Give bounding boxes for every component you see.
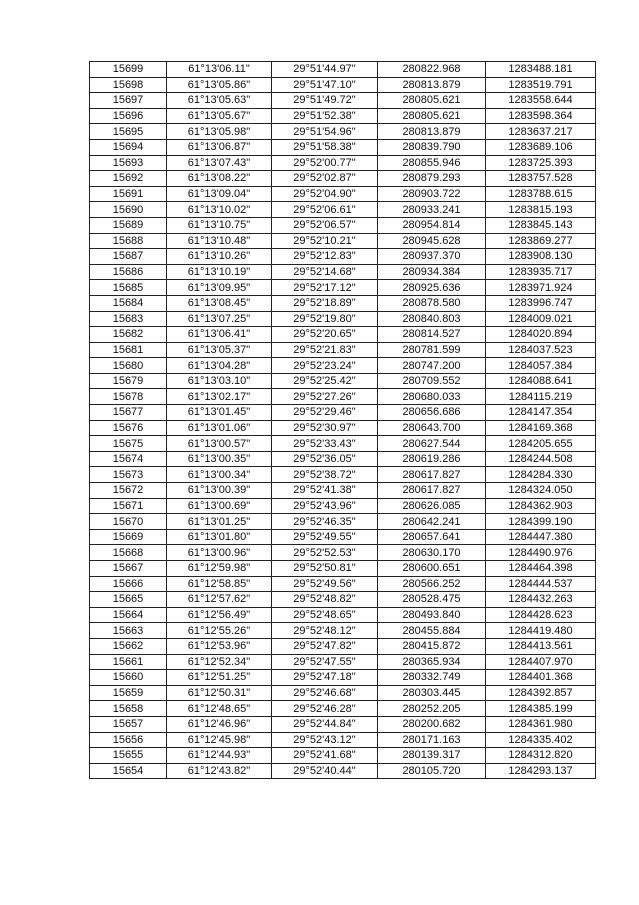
latitude-cell: 29°52'40.44"	[272, 763, 378, 779]
point-id-cell: 15668	[90, 545, 167, 561]
longitude-cell: 61°13'05.98"	[167, 124, 272, 140]
longitude-cell: 61°13'07.25"	[167, 311, 272, 327]
point-id-cell: 15664	[90, 607, 167, 623]
point-id-cell: 15684	[90, 295, 167, 311]
point-id-cell: 15686	[90, 264, 167, 280]
longitude-cell: 61°13'09.04"	[167, 186, 272, 202]
latitude-cell: 29°52'48.82"	[272, 592, 378, 608]
point-id-cell: 15663	[90, 623, 167, 639]
point-id-cell: 15670	[90, 514, 167, 530]
table-row	[90, 654, 596, 670]
longitude-cell: 61°13'10.19"	[167, 264, 272, 280]
northing-cell: 1284088.641	[486, 373, 596, 389]
easting-cell: 280643.700	[378, 420, 486, 436]
point-id-cell: 15696	[90, 108, 167, 124]
latitude-cell: 29°52'23.24"	[272, 358, 378, 374]
latitude-cell: 29°52'44.84"	[272, 716, 378, 732]
longitude-cell: 61°13'06.11"	[167, 62, 272, 78]
point-id-cell: 15662	[90, 638, 167, 654]
easting-cell: 280566.252	[378, 576, 486, 592]
longitude-cell: 61°13'01.06"	[167, 420, 272, 436]
latitude-cell: 29°52'20.65"	[272, 327, 378, 343]
point-id-cell: 15673	[90, 467, 167, 483]
coordinate-sheet	[89, 61, 595, 779]
longitude-cell: 61°13'10.02"	[167, 202, 272, 218]
latitude-cell: 29°52'00.77"	[272, 155, 378, 171]
table-row	[90, 607, 596, 623]
latitude-cell: 29°52'12.83"	[272, 249, 378, 265]
longitude-cell: 61°13'00.57"	[167, 436, 272, 452]
longitude-cell: 61°12'58.85"	[167, 576, 272, 592]
northing-cell: 1284407.970	[486, 654, 596, 670]
easting-cell: 280840.803	[378, 311, 486, 327]
table-row	[90, 358, 596, 374]
easting-cell: 280617.827	[378, 483, 486, 499]
northing-cell: 1283488.181	[486, 62, 596, 78]
northing-cell: 1284037.523	[486, 342, 596, 358]
easting-cell: 280303.445	[378, 685, 486, 701]
easting-cell: 280937.370	[378, 249, 486, 265]
point-id-cell: 15666	[90, 576, 167, 592]
longitude-cell: 61°12'44.93"	[167, 748, 272, 764]
table-row	[90, 389, 596, 405]
northing-cell: 1284361.980	[486, 716, 596, 732]
longitude-cell: 61°13'08.45"	[167, 295, 272, 311]
longitude-cell: 61°13'00.39"	[167, 483, 272, 499]
longitude-cell: 61°13'10.75"	[167, 217, 272, 233]
northing-cell: 1283971.924	[486, 280, 596, 296]
point-id-cell: 15665	[90, 592, 167, 608]
northing-cell: 1284401.368	[486, 670, 596, 686]
easting-cell: 280822.968	[378, 62, 486, 78]
point-id-cell: 15656	[90, 732, 167, 748]
point-id-cell: 15669	[90, 529, 167, 545]
northing-cell: 1284312.820	[486, 748, 596, 764]
easting-cell: 280805.621	[378, 108, 486, 124]
latitude-cell: 29°52'33.43"	[272, 436, 378, 452]
longitude-cell: 61°13'00.35"	[167, 451, 272, 467]
longitude-cell: 61°12'52.34"	[167, 654, 272, 670]
easting-cell: 280878.580	[378, 295, 486, 311]
latitude-cell: 29°51'49.72"	[272, 93, 378, 109]
latitude-cell: 29°52'43.12"	[272, 732, 378, 748]
longitude-cell: 61°13'00.69"	[167, 498, 272, 514]
latitude-cell: 29°52'46.28"	[272, 701, 378, 717]
longitude-cell: 61°13'00.34"	[167, 467, 272, 483]
easting-cell: 280105.720	[378, 763, 486, 779]
latitude-cell: 29°52'38.72"	[272, 467, 378, 483]
table-row	[90, 280, 596, 296]
easting-cell: 280855.946	[378, 155, 486, 171]
point-id-cell: 15660	[90, 670, 167, 686]
longitude-cell: 61°12'48.65"	[167, 701, 272, 717]
northing-cell: 1284205.655	[486, 436, 596, 452]
table-row	[90, 124, 596, 140]
easting-cell: 280814.527	[378, 327, 486, 343]
latitude-cell: 29°52'48.12"	[272, 623, 378, 639]
point-id-cell: 15655	[90, 748, 167, 764]
latitude-cell: 29°52'18.89"	[272, 295, 378, 311]
northing-cell: 1284419.480	[486, 623, 596, 639]
northing-cell: 1284169.368	[486, 420, 596, 436]
table-row	[90, 108, 596, 124]
point-id-cell: 15661	[90, 654, 167, 670]
table-row	[90, 171, 596, 187]
latitude-cell: 29°52'10.21"	[272, 233, 378, 249]
northing-cell: 1284413.561	[486, 638, 596, 654]
northing-cell: 1284399.190	[486, 514, 596, 530]
easting-cell: 280627.544	[378, 436, 486, 452]
northing-cell: 1283815.193	[486, 202, 596, 218]
northing-cell: 1284335.402	[486, 732, 596, 748]
northing-cell: 1284147.354	[486, 405, 596, 421]
latitude-cell: 29°52'50.81"	[272, 561, 378, 577]
longitude-cell: 61°12'43.82"	[167, 763, 272, 779]
table-row	[90, 685, 596, 701]
northing-cell: 1284057.384	[486, 358, 596, 374]
table-row	[90, 576, 596, 592]
easting-cell: 280493.840	[378, 607, 486, 623]
table-row	[90, 217, 596, 233]
easting-cell: 280415.872	[378, 638, 486, 654]
longitude-cell: 61°13'05.86"	[167, 77, 272, 93]
latitude-cell: 29°52'46.68"	[272, 685, 378, 701]
point-id-cell: 15683	[90, 311, 167, 327]
northing-cell: 1283598.364	[486, 108, 596, 124]
table-row	[90, 748, 596, 764]
latitude-cell: 29°52'47.18"	[272, 670, 378, 686]
point-id-cell: 15672	[90, 483, 167, 499]
easting-cell: 280925.636	[378, 280, 486, 296]
northing-cell: 1284432.263	[486, 592, 596, 608]
table-row	[90, 62, 596, 78]
table-row	[90, 498, 596, 514]
longitude-cell: 61°12'53.96"	[167, 638, 272, 654]
easting-cell: 280617.827	[378, 467, 486, 483]
table-row	[90, 420, 596, 436]
longitude-cell: 61°13'01.25"	[167, 514, 272, 530]
easting-cell: 280813.879	[378, 77, 486, 93]
latitude-cell: 29°52'36.05"	[272, 451, 378, 467]
table-row	[90, 732, 596, 748]
latitude-cell: 29°51'58.38"	[272, 139, 378, 155]
point-id-cell: 15679	[90, 373, 167, 389]
table-row	[90, 638, 596, 654]
longitude-cell: 61°13'01.45"	[167, 405, 272, 421]
easting-cell: 280365.934	[378, 654, 486, 670]
northing-cell: 1284362.903	[486, 498, 596, 514]
longitude-cell: 61°13'03.10"	[167, 373, 272, 389]
point-id-cell: 15685	[90, 280, 167, 296]
northing-cell: 1283908.130	[486, 249, 596, 265]
table-row	[90, 327, 596, 343]
point-id-cell: 15692	[90, 171, 167, 187]
latitude-cell: 29°51'44.97"	[272, 62, 378, 78]
table-row	[90, 763, 596, 779]
northing-cell: 1283757.528	[486, 171, 596, 187]
longitude-cell: 61°12'51.25"	[167, 670, 272, 686]
point-id-cell: 15693	[90, 155, 167, 171]
northing-cell: 1284324.050	[486, 483, 596, 499]
table-row	[90, 186, 596, 202]
latitude-cell: 29°52'02.87"	[272, 171, 378, 187]
longitude-cell: 61°12'57.62"	[167, 592, 272, 608]
point-id-cell: 15677	[90, 405, 167, 421]
northing-cell: 1283935.717	[486, 264, 596, 280]
longitude-cell: 61°13'05.63"	[167, 93, 272, 109]
easting-cell: 280680.033	[378, 389, 486, 405]
longitude-cell: 61°13'01.80"	[167, 529, 272, 545]
easting-cell: 280805.621	[378, 93, 486, 109]
coordinate-table-body	[90, 62, 596, 779]
northing-cell: 1283689.106	[486, 139, 596, 155]
latitude-cell: 29°52'47.82"	[272, 638, 378, 654]
table-row	[90, 592, 596, 608]
northing-cell: 1283869.277	[486, 233, 596, 249]
point-id-cell: 15682	[90, 327, 167, 343]
latitude-cell: 29°52'27.26"	[272, 389, 378, 405]
point-id-cell: 15688	[90, 233, 167, 249]
easting-cell: 280945.628	[378, 233, 486, 249]
easting-cell: 280332.749	[378, 670, 486, 686]
easting-cell: 280656.686	[378, 405, 486, 421]
northing-cell: 1283637.217	[486, 124, 596, 140]
northing-cell: 1284447.380	[486, 529, 596, 545]
easting-cell: 280626.085	[378, 498, 486, 514]
northing-cell: 1284490.976	[486, 545, 596, 561]
northing-cell: 1284284.330	[486, 467, 596, 483]
longitude-cell: 61°13'02.17"	[167, 389, 272, 405]
latitude-cell: 29°52'29.46"	[272, 405, 378, 421]
table-row	[90, 436, 596, 452]
longitude-cell: 61°12'56.49"	[167, 607, 272, 623]
table-row	[90, 233, 596, 249]
latitude-cell: 29°52'06.61"	[272, 202, 378, 218]
point-id-cell: 15697	[90, 93, 167, 109]
northing-cell: 1284009.021	[486, 311, 596, 327]
longitude-cell: 61°13'00.96"	[167, 545, 272, 561]
easting-cell: 280879.293	[378, 171, 486, 187]
longitude-cell: 61°13'05.37"	[167, 342, 272, 358]
easting-cell: 280139.317	[378, 748, 486, 764]
northing-cell: 1283788.615	[486, 186, 596, 202]
northing-cell: 1284444.537	[486, 576, 596, 592]
table-row	[90, 561, 596, 577]
easting-cell: 280813.879	[378, 124, 486, 140]
easting-cell: 280455.884	[378, 623, 486, 639]
table-row	[90, 514, 596, 530]
easting-cell: 280709.552	[378, 373, 486, 389]
easting-cell: 280781.599	[378, 342, 486, 358]
table-row	[90, 249, 596, 265]
point-id-cell: 15675	[90, 436, 167, 452]
latitude-cell: 29°52'48.65"	[272, 607, 378, 623]
longitude-cell: 61°13'06.41"	[167, 327, 272, 343]
easting-cell: 280600.651	[378, 561, 486, 577]
point-id-cell: 15674	[90, 451, 167, 467]
table-row	[90, 202, 596, 218]
point-id-cell: 15671	[90, 498, 167, 514]
point-id-cell: 15687	[90, 249, 167, 265]
easting-cell: 280642.241	[378, 514, 486, 530]
table-row	[90, 545, 596, 561]
latitude-cell: 29°52'21.83"	[272, 342, 378, 358]
longitude-cell: 61°13'10.26"	[167, 249, 272, 265]
point-id-cell: 15659	[90, 685, 167, 701]
northing-cell: 1284293.137	[486, 763, 596, 779]
longitude-cell: 61°12'55.26"	[167, 623, 272, 639]
point-id-cell: 15691	[90, 186, 167, 202]
point-id-cell: 15680	[90, 358, 167, 374]
latitude-cell: 29°52'30.97"	[272, 420, 378, 436]
table-row	[90, 529, 596, 545]
northing-cell: 1283519.791	[486, 77, 596, 93]
easting-cell: 280252.205	[378, 701, 486, 717]
table-row	[90, 77, 596, 93]
northing-cell: 1283725.393	[486, 155, 596, 171]
latitude-cell: 29°52'49.56"	[272, 576, 378, 592]
easting-cell: 280954.814	[378, 217, 486, 233]
northing-cell: 1284244.508	[486, 451, 596, 467]
longitude-cell: 61°12'46.96"	[167, 716, 272, 732]
point-id-cell: 15654	[90, 763, 167, 779]
table-row	[90, 93, 596, 109]
table-row	[90, 670, 596, 686]
point-id-cell: 15699	[90, 62, 167, 78]
table-row	[90, 139, 596, 155]
easting-cell: 280630.170	[378, 545, 486, 561]
latitude-cell: 29°51'47.10"	[272, 77, 378, 93]
table-row	[90, 451, 596, 467]
longitude-cell: 61°12'50.31"	[167, 685, 272, 701]
table-row	[90, 155, 596, 171]
point-id-cell: 15689	[90, 217, 167, 233]
northing-cell: 1284392.857	[486, 685, 596, 701]
point-id-cell: 15676	[90, 420, 167, 436]
longitude-cell: 61°12'45.98"	[167, 732, 272, 748]
latitude-cell: 29°52'17.12"	[272, 280, 378, 296]
latitude-cell: 29°52'43.96"	[272, 498, 378, 514]
northing-cell: 1283558.644	[486, 93, 596, 109]
table-row	[90, 701, 596, 717]
latitude-cell: 29°52'14.68"	[272, 264, 378, 280]
table-row	[90, 623, 596, 639]
latitude-cell: 29°52'46.35"	[272, 514, 378, 530]
northing-cell: 1283996.747	[486, 295, 596, 311]
latitude-cell: 29°52'19.80"	[272, 311, 378, 327]
easting-cell: 280839.790	[378, 139, 486, 155]
easting-cell: 280934.384	[378, 264, 486, 280]
table-row	[90, 264, 596, 280]
point-id-cell: 15657	[90, 716, 167, 732]
northing-cell: 1284115.219	[486, 389, 596, 405]
point-id-cell: 15698	[90, 77, 167, 93]
point-id-cell: 15681	[90, 342, 167, 358]
point-id-cell: 15658	[90, 701, 167, 717]
easting-cell: 280171.163	[378, 732, 486, 748]
easting-cell: 280657.641	[378, 529, 486, 545]
latitude-cell: 29°52'41.68"	[272, 748, 378, 764]
easting-cell: 280200.682	[378, 716, 486, 732]
northing-cell: 1283845.143	[486, 217, 596, 233]
latitude-cell: 29°51'54.96"	[272, 124, 378, 140]
point-id-cell: 15690	[90, 202, 167, 218]
longitude-cell: 61°12'59.98"	[167, 561, 272, 577]
table-row	[90, 295, 596, 311]
latitude-cell: 29°52'25.42"	[272, 373, 378, 389]
northing-cell: 1284464.398	[486, 561, 596, 577]
table-row	[90, 467, 596, 483]
latitude-cell: 29°52'41.38"	[272, 483, 378, 499]
point-id-cell: 15667	[90, 561, 167, 577]
table-row	[90, 716, 596, 732]
longitude-cell: 61°13'06.87"	[167, 139, 272, 155]
easting-cell: 280903.722	[378, 186, 486, 202]
table-row	[90, 405, 596, 421]
longitude-cell: 61°13'09.95"	[167, 280, 272, 296]
easting-cell: 280619.286	[378, 451, 486, 467]
table-row	[90, 311, 596, 327]
northing-cell: 1284385.199	[486, 701, 596, 717]
table-row	[90, 483, 596, 499]
longitude-cell: 61°13'04.28"	[167, 358, 272, 374]
table-row	[90, 342, 596, 358]
latitude-cell: 29°52'49.55"	[272, 529, 378, 545]
latitude-cell: 29°51'52.38"	[272, 108, 378, 124]
longitude-cell: 61°13'08.22"	[167, 171, 272, 187]
point-id-cell: 15695	[90, 124, 167, 140]
easting-cell: 280933.241	[378, 202, 486, 218]
easting-cell: 280528.475	[378, 592, 486, 608]
latitude-cell: 29°52'52.53"	[272, 545, 378, 561]
longitude-cell: 61°13'05.67"	[167, 108, 272, 124]
easting-cell: 280747.200	[378, 358, 486, 374]
coordinate-table	[89, 61, 596, 779]
northing-cell: 1284428.623	[486, 607, 596, 623]
latitude-cell: 29°52'06.57"	[272, 217, 378, 233]
latitude-cell: 29°52'04.90"	[272, 186, 378, 202]
point-id-cell: 15678	[90, 389, 167, 405]
longitude-cell: 61°13'07.43"	[167, 155, 272, 171]
northing-cell: 1284020.894	[486, 327, 596, 343]
latitude-cell: 29°52'47.55"	[272, 654, 378, 670]
point-id-cell: 15694	[90, 139, 167, 155]
longitude-cell: 61°13'10.48"	[167, 233, 272, 249]
table-row	[90, 373, 596, 389]
